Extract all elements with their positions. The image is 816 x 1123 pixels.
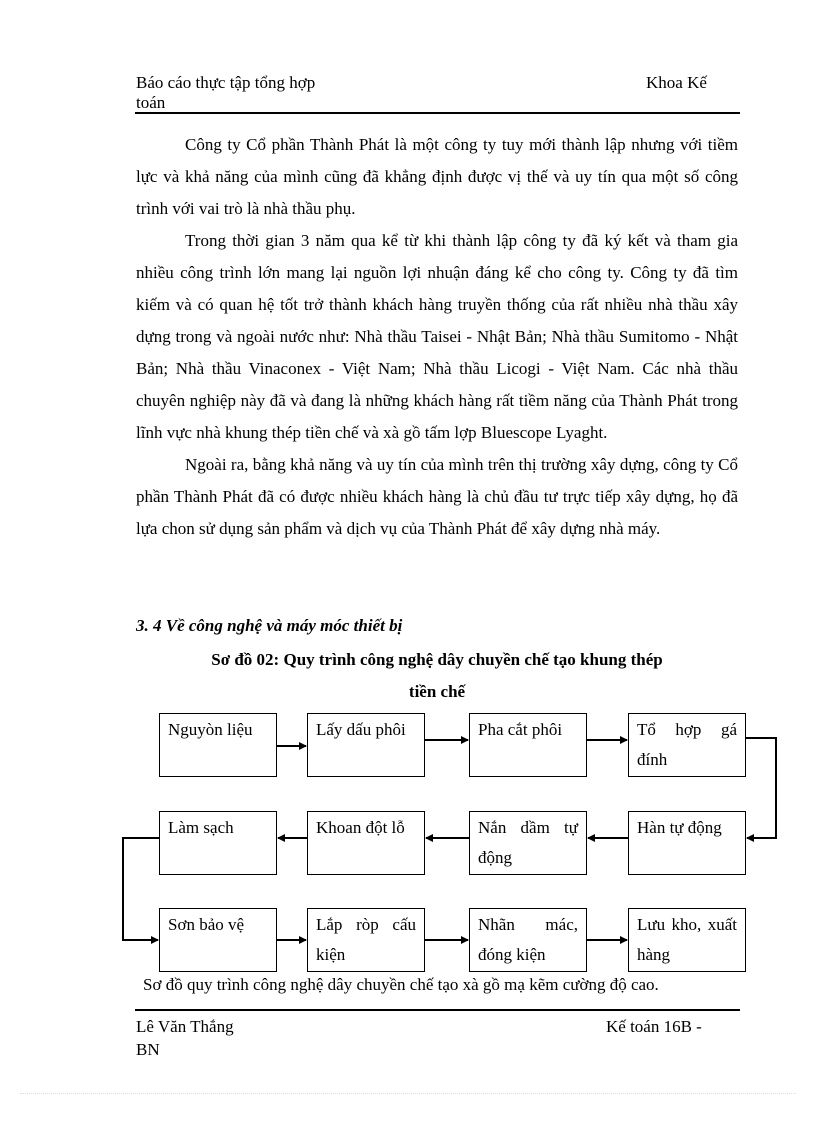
- footer-left-line2: BN: [136, 1040, 160, 1059]
- paragraph-1: Công ty Cổ phần Thành Phát là một công ty tuy mới thành lập nhưng với tiềm lực và khả năng của mình cũng đã khẳng định được vị thế và uy tín qua một số công trình với vai trò là nhà thầu phụ.: [136, 135, 738, 218]
- arrow-4-5: [746, 738, 776, 838]
- arrow-8-9: [123, 838, 159, 940]
- paragraph-2: Trong thời gian 3 năm qua kể từ khi thành lập công ty đã ký kết và tham gia nhiều công trình lớn mang lại nguồn lợi nhuận đáng kể cho công ty. Công ty đã tìm kiếm và có quan hệ tốt trở thành khách hàng truyền thống của rất nhiều nhà thầu xây dựng trong và ngoài nước như: Nhà thầu Taisei - Nhật Bản; Nhà thầu Sumitomo - Nhật Bản; Nhà thầu Vinaconex - Việt Nam; Nhà thầu Licogi - Việt Nam. Các nhà thầu chuyên nghiệp này đã và đang là những khách hàng rất tiềm năng của Thành Phát trong lĩnh vực nhà khung thép tiền chế và xà gồ tấm lợp Bluescope Lyaght.: [136, 231, 738, 442]
- header-right: Khoa Kế: [646, 73, 707, 92]
- paragraph-3: Ngoài ra, bằng khả năng và uy tín của mình trên thị trường xây dựng, công ty Cổ phần Thành Phát đã có được nhiều khách hàng là chủ đầu tư trực tiếp xây dựng, họ đã lựa chon sử dụng sản phẩm và dịch vụ của Thành Phát để xây dựng nhà máy.: [136, 455, 738, 538]
- step-assemble-parts: Lắp ròp cấu kiện: [307, 908, 425, 972]
- header-left-line1: Báo cáo thực tập tổng hợp: [136, 73, 316, 92]
- step-cut-blank: Pha cắt phôi: [469, 713, 587, 777]
- step-straighten-beam: Nắn dầm tự động: [469, 811, 587, 875]
- section-heading: 3. 4 Về công nghệ và máy móc thiết bị: [136, 616, 403, 635]
- step-auto-weld: Hàn tự động: [628, 811, 746, 875]
- footer-rule: [135, 1009, 740, 1011]
- step-drill-punch: Khoan đột lỗ: [307, 811, 425, 875]
- header-left-line2: toán: [136, 93, 166, 112]
- footer-right: Kế toán 16B -: [606, 1017, 702, 1036]
- step-protective-paint: Sơn bảo vệ: [159, 908, 277, 972]
- footer-left-line1: Lê Văn Thắng: [136, 1017, 234, 1036]
- diagram-title-line2: tiền chế: [408, 682, 466, 701]
- step-raw-material: Nguyòn liệu: [159, 713, 277, 777]
- step-label-pack: Nhãn mác, đóng kiện: [469, 908, 587, 972]
- step-mark-blank: Lấy dấu phôi: [307, 713, 425, 777]
- page-edge: [20, 1093, 796, 1094]
- step-cleaning: Làm sạch: [159, 811, 277, 875]
- diagram-caption: Sơ đồ quy trình công nghệ dây chuyền chế tạo xà gồ mạ kẽm cường độ cao.: [143, 975, 659, 994]
- step-store-ship: Lưu kho, xuất hàng: [628, 908, 746, 972]
- step-assemble-tack: Tổ hợp gá đính: [628, 713, 746, 777]
- diagram-title-line1: Sơ đồ 02: Quy trình công nghệ dây chuyền chế tạo khung thép: [211, 650, 663, 669]
